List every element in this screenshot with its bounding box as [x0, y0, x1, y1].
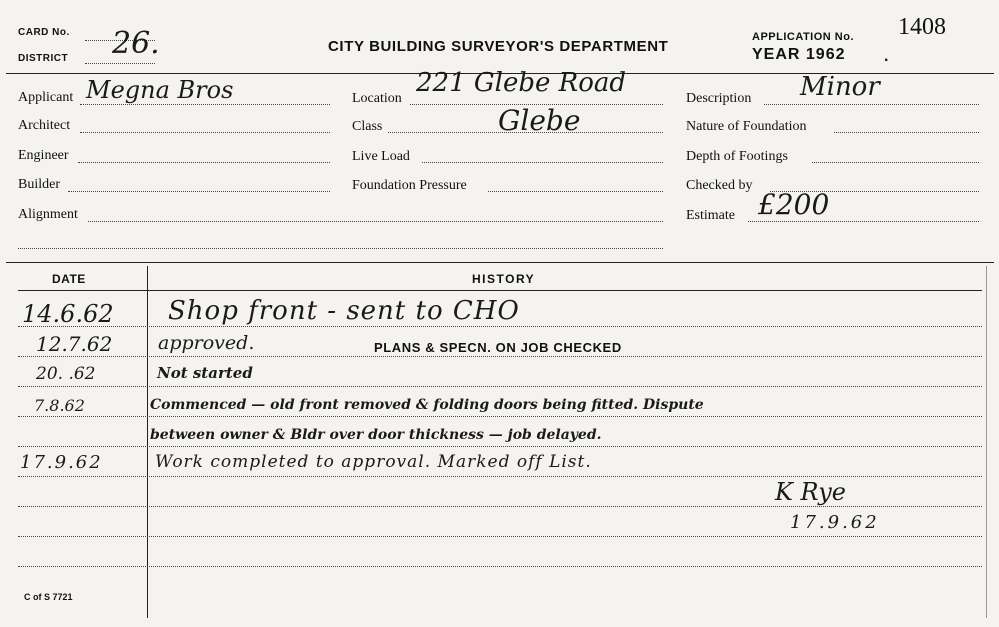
- live-load-label: Live Load: [352, 149, 410, 164]
- signature-date: 17.9.62: [790, 512, 880, 533]
- header-rule: [18, 290, 982, 291]
- live-load-line: [422, 162, 663, 163]
- builder-line: [68, 191, 330, 192]
- district-value: 26.: [112, 26, 160, 61]
- row-line-2: [18, 356, 982, 357]
- applicant-value: Megna Bros: [86, 76, 234, 104]
- date-header: DATE: [52, 272, 86, 286]
- row-6-date: 17.9.62: [20, 452, 103, 473]
- engineer-line: [78, 162, 330, 163]
- architect-label: Architect: [18, 118, 71, 133]
- nature-label: Nature of Foundation: [686, 119, 807, 134]
- year-mark: .: [884, 48, 889, 65]
- district-label: DISTRICT: [18, 53, 69, 64]
- card-no-label: CARD No.: [18, 27, 70, 38]
- estimate-label: Estimate: [686, 208, 735, 223]
- row-3-date: 20. .62: [36, 364, 96, 384]
- depth-line: [812, 162, 979, 163]
- estimate-line: [748, 221, 979, 222]
- row-1-date: 14.6.62: [22, 300, 114, 328]
- row-line-9: [18, 566, 982, 567]
- depth-label: Depth of Footings: [686, 149, 788, 164]
- row-line-1: [18, 326, 982, 327]
- department-title: CITY BUILDING SURVEYOR'S DEPARTMENT: [328, 38, 669, 55]
- district-line: [85, 63, 155, 64]
- row-line-3: [18, 386, 982, 387]
- foundation-pressure-label: Foundation Pressure: [352, 178, 467, 193]
- row-4-date: 7.8.62: [34, 396, 85, 415]
- form-code: C of S 7721: [24, 592, 73, 602]
- engineer-label: Engineer: [18, 148, 69, 163]
- applicant-line: [80, 104, 330, 105]
- location-value-2: Glebe: [498, 104, 581, 137]
- row-line-4: [18, 416, 982, 417]
- row-line-8: [18, 536, 982, 537]
- alignment-line: [88, 221, 663, 222]
- blank-line-1: [18, 248, 663, 249]
- architect-line: [80, 132, 330, 133]
- application-label: APPLICATION No.: [752, 31, 855, 43]
- builder-label: Builder: [18, 177, 60, 192]
- location-value-1: 221 Glebe Road: [416, 68, 627, 98]
- foundation-pressure-line: [488, 191, 663, 192]
- year-label: YEAR 1962: [752, 46, 846, 63]
- row-2-stamp: PLANS & SPECN. ON JOB CHECKED: [374, 340, 622, 355]
- estimate-value: £200: [758, 188, 830, 221]
- applicant-label: Applicant: [18, 90, 74, 105]
- description-line: [764, 104, 979, 105]
- row-2-date: 12.7.62: [36, 332, 113, 356]
- history-header: HISTORY: [472, 272, 536, 286]
- description-value: Minor: [800, 72, 880, 102]
- description-label: Description: [686, 91, 752, 106]
- row-line-5: [18, 446, 982, 447]
- alignment-label: Alignment: [18, 207, 78, 222]
- row-line-6: [18, 476, 982, 477]
- nature-line: [834, 132, 979, 133]
- row-3-text: Not started: [157, 364, 253, 382]
- row-5-text: between owner & Bldr over door thickness — job delayed.: [150, 427, 602, 443]
- location-label: Location: [352, 91, 402, 106]
- history-top-rule: [6, 262, 994, 263]
- row-1-text: Shop front - sent to CHO: [168, 296, 520, 326]
- signature: K Rye: [775, 478, 846, 506]
- class-label: Class: [352, 119, 383, 134]
- checked-label: Checked by: [686, 178, 753, 193]
- row-6-text: Work completed to approval. Marked off List.: [155, 452, 592, 472]
- row-2-text: approved.: [158, 332, 255, 354]
- row-line-7: [18, 506, 982, 507]
- right-edge: [986, 266, 987, 618]
- row-4-text: Commenced — old front removed & folding doors being fitted. Dispute: [150, 397, 704, 413]
- application-number: 1408: [898, 14, 946, 40]
